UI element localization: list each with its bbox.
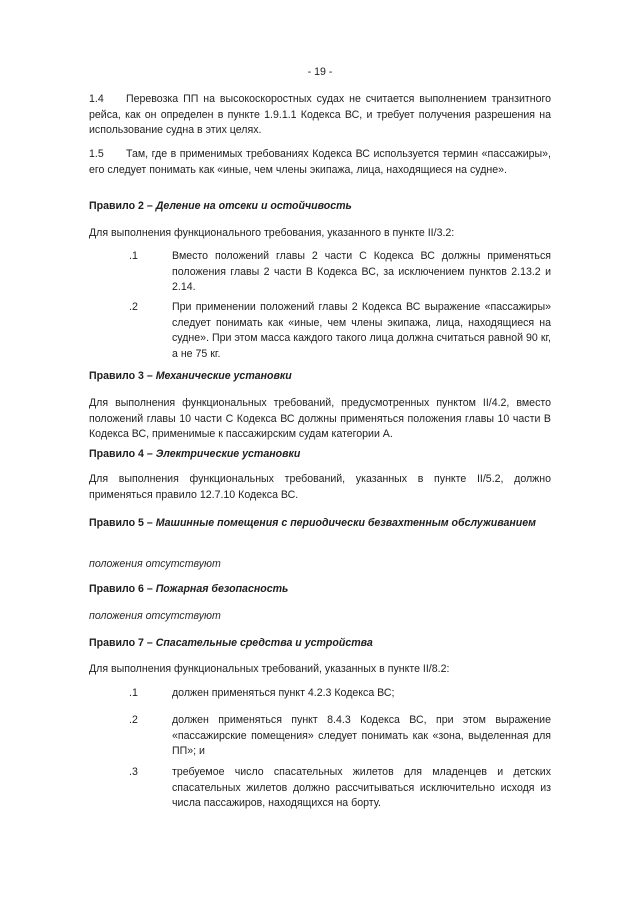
- rule-6-heading: [89, 582, 551, 598]
- rule-label: Правило 4 –: [89, 448, 153, 460]
- list-item-number: .1: [129, 250, 138, 262]
- paragraph-1-4: [89, 92, 551, 139]
- rule-title: Спасательные средства и устройства: [155, 637, 373, 649]
- rule-title: Деление на отсеки и остойчивость: [155, 200, 352, 212]
- rule-2-heading: [89, 199, 551, 215]
- rule-label: Правило 6 –: [89, 583, 153, 595]
- paragraph-text: Там, где в применимых требованиях Кодекса ВС используется термин «пассажиры», его следует понимать как «иные, чем члены экипажа, лица, находящиеся на судне».: [89, 148, 551, 176]
- list-item-text: должен применяться пункт 8.4.3 Кодекса ВС, при этом выражение «пассажирские помещения» следует понимать как «зона, выделенная для ПП»; и: [172, 714, 551, 757]
- list-item: [119, 686, 551, 702]
- list-item-number: .1: [129, 687, 138, 699]
- paragraph-text: Перевозка ПП на высокоскоростных судах не считается выполнением транзитного рейса, как он определен в пункте 1.9.1.1 Кодекса ВС, и требует получения разрешения на использование судна в этих целях.: [89, 93, 551, 136]
- rule-title: Пожарная безопасность: [155, 583, 289, 595]
- list-item: [119, 713, 551, 760]
- page-number: - 19 -: [307, 66, 333, 78]
- rule-5-heading: [89, 516, 551, 532]
- list-item-number: .3: [129, 766, 138, 778]
- rule-5-note: положения отсутствуют: [89, 558, 221, 570]
- rule-label: Правило 7 –: [89, 637, 153, 649]
- list-item-text: требуемое число спасательных жилетов для младенцев и детских спасательных жилетов должно рассчитываться исключительно исходя из числа пассажиров, находящихся на борту.: [172, 766, 551, 809]
- list-item-number: .2: [129, 714, 138, 726]
- rule-4-text: Для выполнения функциональных требований, указанных в пункте II/5.2, должно применяться правило 12.7.10 Кодекса ВС.: [89, 473, 551, 501]
- list-item-text: При применении положений главы 2 Кодекса ВС выражение «пассажиры» следует понимать как «иные, чем члены экипажа, лица, находящиеся на судне». При этом масса каждого такого лица должна считаться равной 90 кг, а не 75 кг.: [172, 301, 551, 360]
- list-item-text: должен применяться пункт 4.2.3 Кодекса ВС;: [172, 687, 395, 699]
- list-item: [119, 765, 551, 812]
- rule-6-note: положения отсутствуют: [89, 610, 221, 622]
- paragraph-1-5: [89, 147, 551, 178]
- rule-3-text: Для выполнения функциональных требований, предусмотренных пунктом II/4.2, вместо положений главы 10 части С Кодекса ВС должны применяться положения главы 10 части В Кодекса ВС, применимые к пассажирским судам категории А.: [89, 397, 551, 440]
- list-item-number: .2: [129, 301, 138, 313]
- rule-3-heading: [89, 369, 551, 385]
- rule-title: Электрические установки: [155, 448, 301, 460]
- rule-title: Машинные помещения с периодически безвахтенным обслуживанием: [155, 517, 536, 529]
- rule-title: Механические установки: [155, 370, 292, 382]
- paragraph-number: 1.4: [89, 93, 104, 105]
- rule-7-intro: Для выполнения функциональных требований, указанных в пункте II/8.2:: [89, 663, 450, 675]
- list-item-text: Вместо положений главы 2 части С Кодекса ВС должны применяться положения главы 2 части В Кодекса ВС, за исключением пунктов 2.13.2 и 2.14.: [172, 250, 551, 293]
- rule-label: Правило 2 –: [89, 200, 153, 212]
- rule-2-intro: Для выполнения функционального требования, указанного в пункте II/3.2:: [89, 227, 455, 239]
- paragraph-number: 1.5: [89, 148, 104, 160]
- rule-4-heading: [89, 447, 551, 463]
- list-item: [119, 300, 551, 362]
- rule-7-heading: [89, 636, 551, 652]
- list-item: [119, 249, 551, 296]
- rule-label: Правило 5 –: [89, 517, 153, 529]
- rule-label: Правило 3 –: [89, 370, 153, 382]
